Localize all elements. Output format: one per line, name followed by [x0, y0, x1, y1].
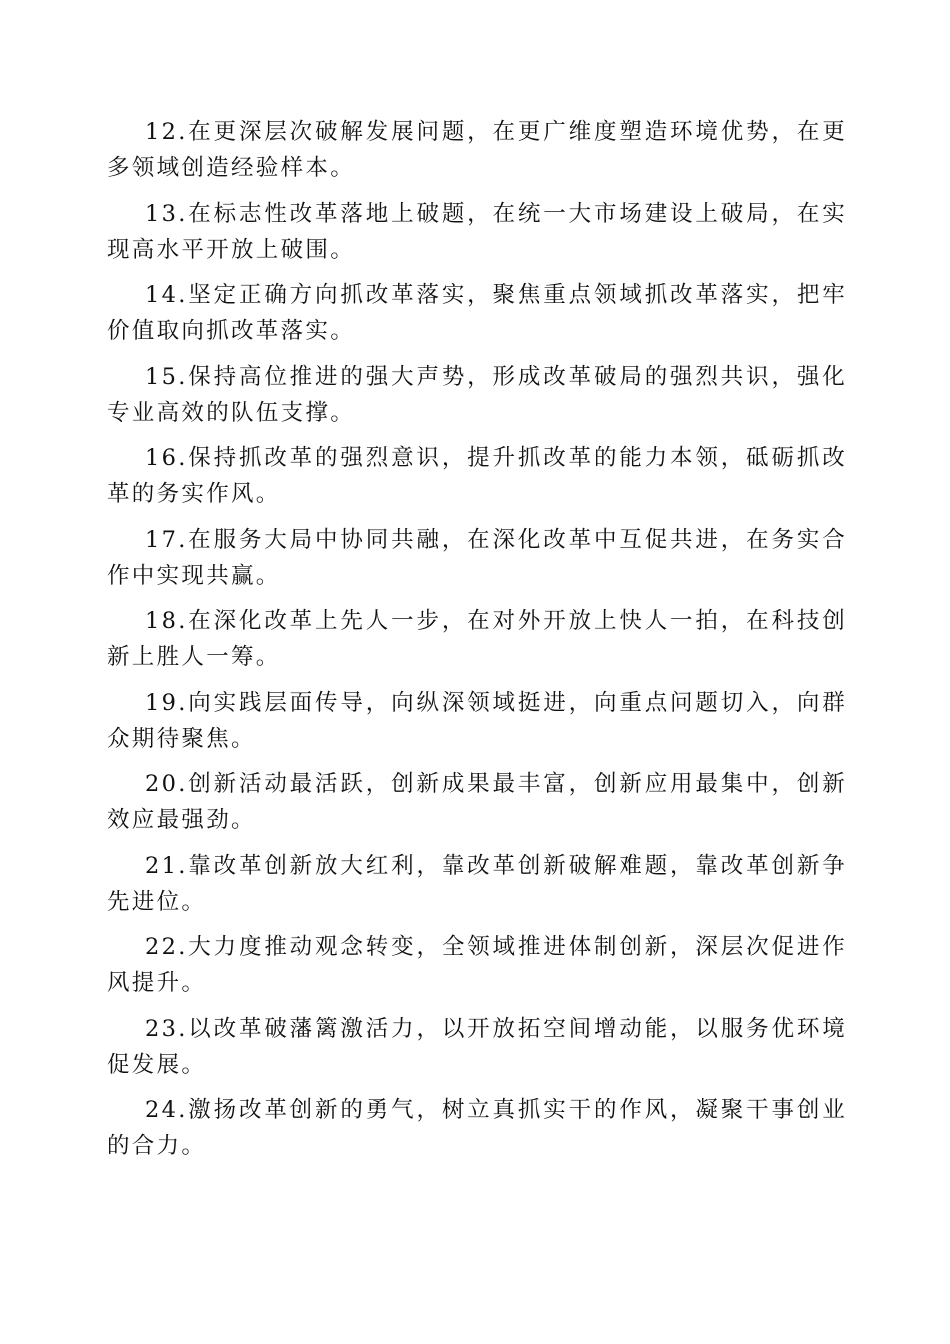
paragraph-21: 21.靠改革创新放大红利，靠改革创新破解难题，靠改革创新争先进位。 — [107, 852, 847, 915]
paragraph-15: 15.保持高位推进的强大声势，形成改革破局的强烈共识，强化专业高效的队伍支撑。 — [107, 363, 847, 426]
paragraph-13: 13.在标志性改革落地上破题，在统一大市场建设上破局，在实现高水平开放上破围。 — [107, 200, 847, 263]
paragraph-18: 18.在深化改革上先人一步，在对外开放上快人一拍，在科技创新上胜人一筹。 — [107, 608, 847, 670]
paragraph-24: 24.激扬改革创新的勇气，树立真抓实干的作风，凝聚干事创业的合力。 — [107, 1097, 847, 1159]
paragraph-12: 12.在更深层次破解发展问题，在更广维度塑造环境优势，在更多领域创造经验样本。 — [107, 119, 847, 181]
paragraph-16: 16.保持抓改革的强烈意识，提升抓改革的能力本领，砥砺抓改革的务实作风。 — [107, 445, 847, 507]
document-body — [107, 114, 847, 1174]
paragraph-23: 23.以改革破藩篱激活力，以开放拓空间增动能，以服务优环境促发展。 — [107, 1015, 847, 1078]
paragraph-20: 20.创新活动最活跃，创新成果最丰富，创新应用最集中，创新效应最强劲。 — [107, 771, 847, 833]
paragraph-17: 17.在服务大局中协同共融，在深化改革中互促共进，在务实合作中实现共赢。 — [107, 526, 847, 589]
paragraph-14: 14.坚定正确方向抓改革落实，聚焦重点领域抓改革落实，把牢价值取向抓改革落实。 — [107, 282, 847, 344]
paragraph-22: 22.大力度推动观念转变，全领域推进体制创新，深层次促进作风提升。 — [107, 934, 847, 996]
paragraph-19: 19.向实践层面传导，向纵深领域挺进，向重点问题切入，向群众期待聚焦。 — [107, 689, 847, 752]
